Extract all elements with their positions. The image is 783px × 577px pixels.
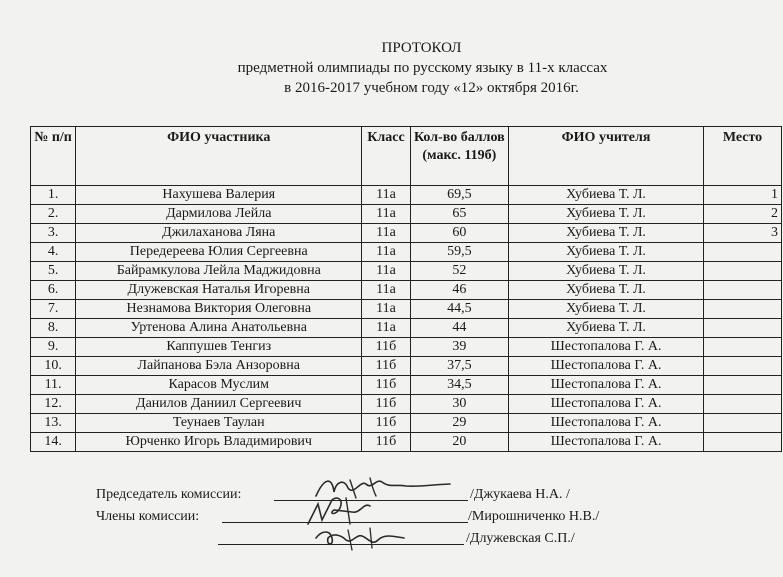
cell-place (704, 300, 782, 319)
cell-class: 11а (362, 243, 410, 262)
cell-number: 5. (31, 262, 76, 281)
cell-score: 59,5 (410, 243, 508, 262)
table-row (31, 262, 782, 281)
header-place: Место (704, 127, 782, 186)
results-table-body (31, 186, 782, 452)
cell-number: 7. (31, 300, 76, 319)
cell-score: 69,5 (410, 186, 508, 205)
cell-teacher: Шестопалова Г. А. (509, 395, 704, 414)
cell-name: Джилаханова Ляна (76, 224, 362, 243)
cell-place (704, 376, 782, 395)
cell-score: 44 (410, 319, 508, 338)
member-1-name: /Мирошниченко Н.В./ (468, 509, 600, 524)
cell-teacher: Шестопалова Г. А. (509, 357, 704, 376)
table-row (31, 357, 782, 376)
cell-name: Карасов Муслим (76, 376, 362, 395)
cell-teacher: Хубиева Т. Л. (509, 262, 704, 281)
header-row (31, 127, 782, 186)
table-row (31, 300, 782, 319)
cell-class: 11б (362, 395, 410, 414)
chair-name: /Джукаева Н.А. / (470, 487, 570, 502)
table-row (31, 376, 782, 395)
cell-number: 8. (31, 319, 76, 338)
cell-teacher: Хубиева Т. Л. (509, 319, 704, 338)
cell-number: 4. (31, 243, 76, 262)
cell-score: 52 (410, 262, 508, 281)
cell-teacher: Хубиева Т. Л. (509, 243, 704, 262)
cell-class: 11а (362, 262, 410, 281)
cell-place (704, 414, 782, 433)
cell-number: 9. (31, 338, 76, 357)
cell-class: 11а (362, 186, 410, 205)
cell-class: 11а (362, 319, 410, 338)
cell-name: Нахушева Валерия (76, 186, 362, 205)
cell-place (704, 338, 782, 357)
cell-score: 30 (410, 395, 508, 414)
cell-name: Лайпанова Бэла Анзоровна (76, 357, 362, 376)
member-2-signature-line (218, 544, 464, 545)
cell-place: 3 (704, 224, 782, 243)
cell-place (704, 243, 782, 262)
cell-class: 11б (362, 433, 410, 452)
cell-place (704, 281, 782, 300)
cell-teacher: Шестопалова Г. А. (509, 433, 704, 452)
chair-label: Председатель комиссии: (96, 487, 242, 502)
header-name: ФИО участника (76, 127, 362, 186)
document-header (0, 38, 783, 98)
cell-number: 6. (31, 281, 76, 300)
cell-number: 3. (31, 224, 76, 243)
cell-place (704, 357, 782, 376)
results-table-header (31, 127, 782, 186)
header-number: № п/п (31, 127, 76, 186)
cell-number: 10. (31, 357, 76, 376)
cell-number: 2. (31, 205, 76, 224)
cell-place (704, 319, 782, 338)
cell-score: 65 (410, 205, 508, 224)
member-2-name: /Длужевская С.П./ (466, 531, 575, 546)
cell-place (704, 395, 782, 414)
cell-place: 2 (704, 205, 782, 224)
cell-number: 11. (31, 376, 76, 395)
cell-score: 20 (410, 433, 508, 452)
chair-signature-line (274, 500, 468, 501)
cell-name: Каппушев Тенгиз (76, 338, 362, 357)
table-row (31, 433, 782, 452)
cell-name: Байрамкулова Лейла Маджидовна (76, 262, 362, 281)
cell-number: 1. (31, 186, 76, 205)
cell-name: Дармилова Лейла (76, 205, 362, 224)
cell-score: 37,5 (410, 357, 508, 376)
cell-number: 14. (31, 433, 76, 452)
cell-class: 11а (362, 300, 410, 319)
member-2-signature-scribble-icon (312, 524, 412, 552)
cell-teacher: Хубиева Т. Л. (509, 224, 704, 243)
cell-teacher: Шестопалова Г. А. (509, 338, 704, 357)
cell-score: 60 (410, 224, 508, 243)
cell-name: Теунаев Таулан (76, 414, 362, 433)
cell-teacher: Шестопалова Г. А. (509, 414, 704, 433)
cell-name: Передереева Юлия Сергеевна (76, 243, 362, 262)
cell-score: 29 (410, 414, 508, 433)
table-row (31, 205, 782, 224)
table-row (31, 395, 782, 414)
cell-score: 34,5 (410, 376, 508, 395)
table-row (31, 224, 782, 243)
header-score: Кол-во баллов (макс. 119б) (410, 127, 508, 186)
results-table (30, 126, 782, 452)
cell-teacher: Хубиева Т. Л. (509, 281, 704, 300)
table-row (31, 243, 782, 262)
cell-number: 13. (31, 414, 76, 433)
table-row (31, 414, 782, 433)
cell-score: 44,5 (410, 300, 508, 319)
cell-score: 46 (410, 281, 508, 300)
cell-class: 11а (362, 224, 410, 243)
members-label: Члены комиссии: (96, 509, 200, 524)
document-subtitle-date: в 2016-2017 учебном году «12» октября 2016г. (284, 80, 579, 96)
cell-teacher: Хубиева Т. Л. (509, 186, 704, 205)
header-teacher: ФИО учителя (509, 127, 704, 186)
cell-name: Юрченко Игорь Владимирович (76, 433, 362, 452)
cell-number: 12. (31, 395, 76, 414)
header-class: Класс (362, 127, 410, 186)
cell-teacher: Хубиева Т. Л. (509, 205, 704, 224)
table-row (31, 319, 782, 338)
cell-class: 11б (362, 414, 410, 433)
table-row (31, 281, 782, 300)
document-title: ПРОТОКОЛ (381, 40, 462, 56)
table-row (31, 186, 782, 205)
cell-class: 11б (362, 338, 410, 357)
cell-place (704, 433, 782, 452)
cell-class: 11б (362, 376, 410, 395)
cell-class: 11а (362, 205, 410, 224)
cell-teacher: Шестопалова Г. А. (509, 376, 704, 395)
cell-place (704, 262, 782, 281)
chair-signature-scribble-icon (310, 474, 460, 500)
cell-class: 11а (362, 281, 410, 300)
document-subtitle-subject: предметной олимпиады по русскому языку в 11-х классах (237, 60, 608, 76)
cell-class: 11б (362, 357, 410, 376)
cell-name: Длужевская Наталья Игоревна (76, 281, 362, 300)
cell-teacher: Хубиева Т. Л. (509, 300, 704, 319)
cell-name: Данилов Даниил Сергеевич (76, 395, 362, 414)
member-1-signature-line (222, 522, 468, 523)
cell-score: 39 (410, 338, 508, 357)
cell-name: Уртенова Алина Анатольевна (76, 319, 362, 338)
cell-place: 1 (704, 186, 782, 205)
table-row (31, 338, 782, 357)
cell-name: Незнамова Виктория Олеговна (76, 300, 362, 319)
